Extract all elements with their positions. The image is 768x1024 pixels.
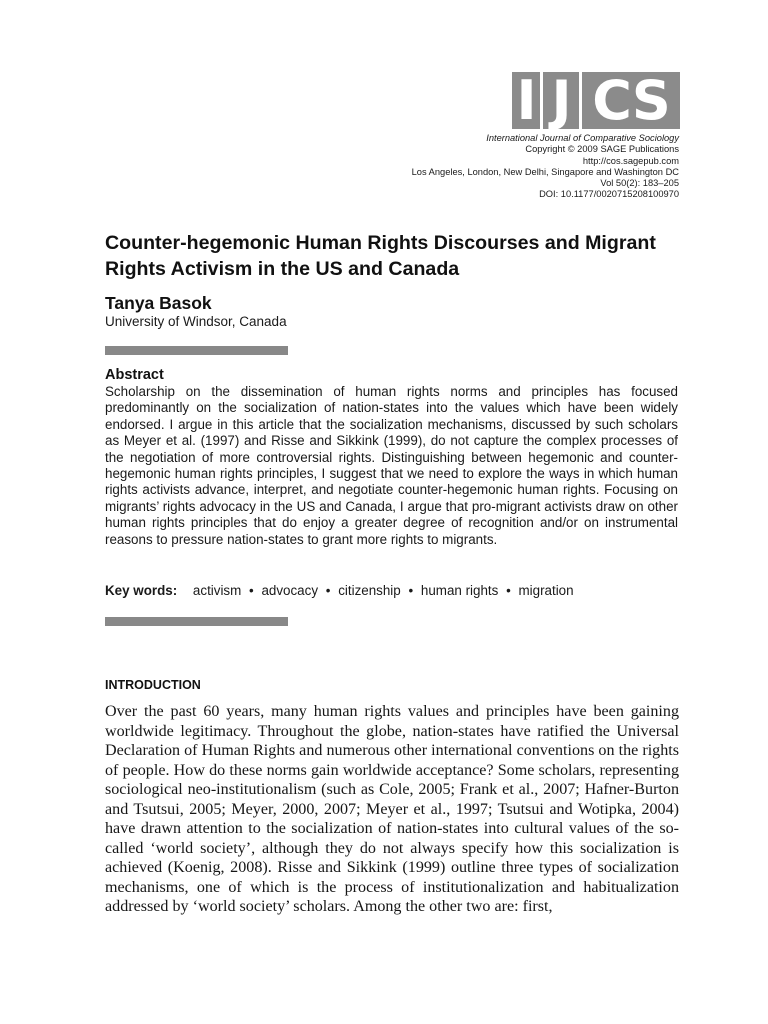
journal-url[interactable]: http://cos.sagepub.com [582,155,679,166]
journal-doi: DOI: 10.1177/0020715208100970 [539,189,679,200]
keywords-line [105,582,574,600]
keyword-separator: • [408,583,414,598]
logo-letter-i: I [512,72,540,129]
journal-locations: Los Angeles, London, New Delhi, Singapore and Washington DC [411,166,679,177]
abstract-text: Scholarship on the dissemination of human rights norms and principles has focused predominantly on the socialization of nation-states into the values which have been widely endorsed. I argue in this article that the socialization mechanisms, discussed by such scholars as Meyer et al. (1997) and Risse and Sikkink (1999), do not capture the complex processes of the negotiation of more controversial rights. Distinguishing between hegemonic and counter-hegemonic human rights principles, I suggest that we need to explore the ways in which human rights activists advance, interpret, and negotiate counter-hegemonic human rights. Focusing on migrants’ rights advocacy in the US and Canada, I argue that pro-migrant activists draw on other human rights principles that do enjoy a greater degree of recognition and/or on instrumental reasons to pressure nation-states to grant more rights to migrants. [105,384,678,547]
keyword-item: citizenship [338,583,401,598]
article-author: Tanya Basok [105,293,212,313]
keyword-item: advocacy [261,583,319,598]
keyword-item: migration [518,583,574,598]
journal-copyright: Copyright © 2009 SAGE Publications [525,144,679,155]
introduction-heading: INTRODUCTION [105,678,201,692]
keyword-separator: • [325,583,331,598]
keyword-item: human rights [420,583,499,598]
journal-name: International Journal of Comparative Sociology [486,133,679,143]
logo-letters-cs: CS [582,72,680,129]
section-divider-bar [105,617,288,626]
section-divider-bar [105,346,288,355]
ijcs-logo [512,69,680,132]
keyword-separator: • [249,583,254,598]
journal-meta [412,133,679,201]
keyword-item: activism [192,583,242,598]
keyword-separator: • [506,583,511,598]
introduction-text: Over the past 60 years, many human rights values and principles have been gaining worldwide legitimacy. Throughout the globe, nation-states have ratified the Universal Declaration of Human Rights and numerous other international conventions on the rights of people. How do these norms gain worldwide acceptance? Some scholars, representing sociological neo-institutionalism (such as Cole, 2005; Frank et al., 2007; Hafner-Burton and Tsutsui, 2005; Meyer, 2000, 2007; Meyer et al., 1997; Tsutsui and Wotipka, 2004) have drawn attention to the socialization of nation-states into cultural values of the so-called ‘world society’, although they do not always specify how this socialization is achieved (Koenig, 2008). Risse and Sikkink (1999) outline three types of socialization mechanisms, one of which is the process of institutionalization and habitualization addressed by ‘world society’ scholars. Among the other two are: first, [105,703,679,915]
logo-letter-j: J [543,72,579,129]
author-affiliation: University of Windsor, Canada [105,314,287,329]
keywords-label: Key words: [105,583,178,598]
article-title: Counter-hegemonic Human Rights Discourses and Migrant Rights Activism in the US and Canada [105,232,656,280]
journal-volume: Vol 50(2): 183–205 [600,178,679,189]
abstract-heading: Abstract [105,367,164,383]
